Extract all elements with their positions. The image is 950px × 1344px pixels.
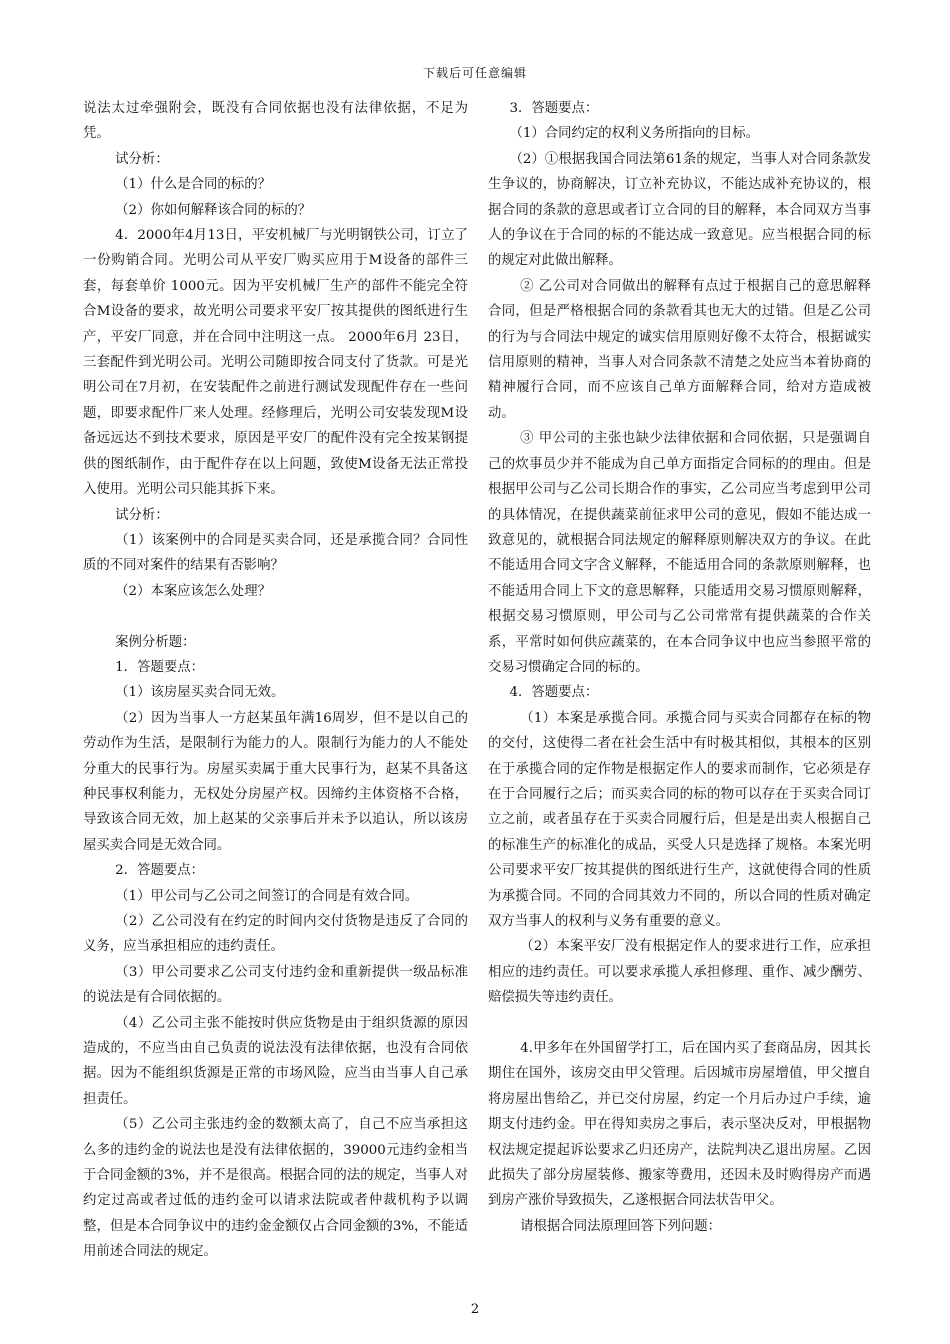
paragraph: 请根据合同法原理回答下列问题： [520, 1218, 722, 1234]
left-column [83, 96, 468, 1265]
paragraph: 2．答题要点： [115, 863, 205, 879]
right-column [488, 96, 871, 1239]
paragraph: 试分析： [115, 151, 169, 167]
page-number: 2 [470, 1302, 480, 1317]
paragraph: 4．答题要点： [509, 685, 599, 701]
paragraph: 说法太过牵强附会，既没有合同依据也没有法律依据，不足为凭。 [83, 101, 468, 142]
paragraph: （2）你如何解释该合同的标的？ [115, 202, 312, 218]
paragraph: （1）该房屋买卖合同无效。 [115, 685, 285, 701]
page-header: 下载后可任意编辑 [422, 66, 527, 80]
paragraph: ② 乙公司对合同做出的解释有点过于根据自己的意思解释合同，但是严格根据合同的条款看其也无大的过错。但是乙公司的行为与合同法中规定的诚实信用原则好像不太符合，根据诚实信用原则的精神，当事人对合同条款不清楚之处应当本着协商的精神履行合同，而不应该自己单方面解释合同，给对方造成被动。 [488, 278, 871, 421]
blank-line [488, 1011, 871, 1036]
paragraph: ③ 甲公司的主张也缺少法律依据和合同依据，只是强调自己的炊事员少并不能成为自己单方面指定合同标的的理由。但是根据甲公司与乙公司长期合作的事实，乙公司应当考虑到甲公司的具体情况，在提供蔬菜前征求甲公司的意见，假如不能达成一致意见的，就根据合同法规定的解释原则解决双方的争议。在此不能适用合同文字含义解释，不能适用合同的条款原则解释，也不能适用合同上下文的意思解释，只能适用交易习惯原则解释，根据交易习惯原则，甲公司与乙公司常常有提供蔬菜的合作关系，平常时如何供应蔬菜的，在本合同争议中也应当参照平常的交易习惯确定合同的标的。 [488, 431, 871, 675]
paragraph: （1）什么是合同的标的？ [115, 177, 271, 193]
paragraph: 试分析： [115, 507, 169, 523]
paragraph: （3）甲公司要求乙公司支付违约金和重新提供一级品标准的说法是有合同依据的。 [83, 964, 468, 1006]
paragraph: （2）本案平安厂没有根据定作人的要求进行工作，应承担相应的违约责任。可以要求承揽人承担修理、重作、减少酬劳、赔偿损失等违约责任。 [488, 939, 871, 1006]
paragraph: （2）本案应该怎么处理？ [115, 583, 271, 599]
paragraph: 4．2000年4月13日，平安机械厂与光明钢铁公司，订立了一份购销合同。光明公司从平安厂购买应用于M设备的部件三套，每套单价 1000元。因为平安机械厂生产的部件不能完全符合M设备的要求，故光明公司要求平安厂按其提供的图纸进行生产，平安厂同意，并在合同中注明这一点。 2000年6月 23日，三套配件到光明公司。光明公司随即按合同支付了货款。可是光明公司在7月初，在安装配件之前进行测试发现配件存在一些问题，即要求配件厂来人处理。经修理后，光明公司安装发现M设备远远达不到技术要求，原因是平安厂的配件没有完全按某钢提供的图纸制作，由于配件存在以上问题，致使M设备无法正常投入使用。光明公司只能其拆下来。 [83, 228, 468, 498]
paragraph: 1．答题要点： [115, 659, 205, 675]
paragraph: （4）乙公司主张不能按时供应货物是由于组织货源的原因造成的，不应当由自己负责的说法没有法律依据，也没有合同依据。因为不能组织货源是正常的市场风险，应当由当事人自己承担责任。 [83, 1015, 468, 1107]
paragraph: 3．答题要点： [509, 101, 599, 116]
paragraph: 案例分析题： [115, 634, 196, 650]
paragraph: （2）因为当事人一方赵某虽年满16周岁，但不是以自己的劳动作为生活，是限制行为能力的人。限制行为能力的人不能处分重大的民事行为。房屋买卖属于重大民事行为，赵某不具备这种民事权利能力，无权处分房屋产权。因缔约主体资格不合格，导致该合同无效，加上赵某的父亲事后并未予以追认，所以该房屋买卖合同是无效合同。 [83, 710, 468, 853]
blank-line [83, 604, 468, 629]
paragraph: （5）乙公司主张违约金的数额太高了，自己不应当承担这么多的违约金的说法也是没有法律依据的，39000元违约金相当于合同金额的3%，并不是很高。根据合同的法的规定，当事人对约定过高或者过低的违约金可以请求法院或者仲裁机构予以调整，但是本合同争议中的违约金金额仅占合同金额的3%，不能适用前述合同法的规定。 [83, 1117, 468, 1260]
paragraph: （1）本案是承揽合同。承揽合同与买卖合同都存在标的物的交付，这使得二者在社会生活中有时极其相似，其根本的区别在于承揽合同的定作物是根据定作人的要求而制作，它必须是存在于合同履行之后；而买卖合同的标的物可以存在于买卖合同订立之前，或者虽存在于买卖合同履行后，但是是出卖人根据自己的标准生产的标准化的成品，买受人只是选择了规格。本案光明公司要求平安厂按其提供的图纸进行生产，这就使得合同的性质为承揽合同。不同的合同其效力不同的，所以合同的性质对确定双方当事人的权利与义务有重要的意义。 [488, 710, 871, 929]
paragraph: （1）该案例中的合同是买卖合同，还是承揽合同？合同性质的不同对案件的结果有否影响？ [83, 532, 468, 574]
paragraph: 4.甲多年在外国留学打工，后在国内买了套商品房，因其长期住在国外，该房交由甲父管理。后因城市房屋增值，甲父擅自将房屋出售给乙，并已交付房屋，约定一个月后办过户手续，逾期支付违约金。甲在得知卖房之事后，表示坚决反对，甲根据物权法规定提起诉讼要求乙归还房产，法院判决乙退出房屋。乙因此损失了部分房屋装修、搬家等费用，还因未及时购得房产而遇到房产涨价导致损失，乙遂根据合同法状告甲父。 [488, 1041, 871, 1209]
paragraph: （2）乙公司没有在约定的时间内交付货物是违反了合同的义务，应当承担相应的违约责任。 [83, 913, 468, 955]
paragraph: （1）甲公司与乙公司之间签订的合同是有效合同。 [115, 888, 419, 904]
paragraph: （2）①根据我国合同法第61条的规定，当事人对合同条款发生争议的，协商解决，订立补充协议，不能达成补充协议的，根据合同的条款的意思或者订立合同的目的解释，本合同双方当事人的争议在于合同的标的不能达成一致意见。应当根据合同的标的规定对此做出解释。 [488, 151, 871, 269]
paragraph: （1）合同约定的权利义务所指向的目标。 [509, 126, 759, 142]
